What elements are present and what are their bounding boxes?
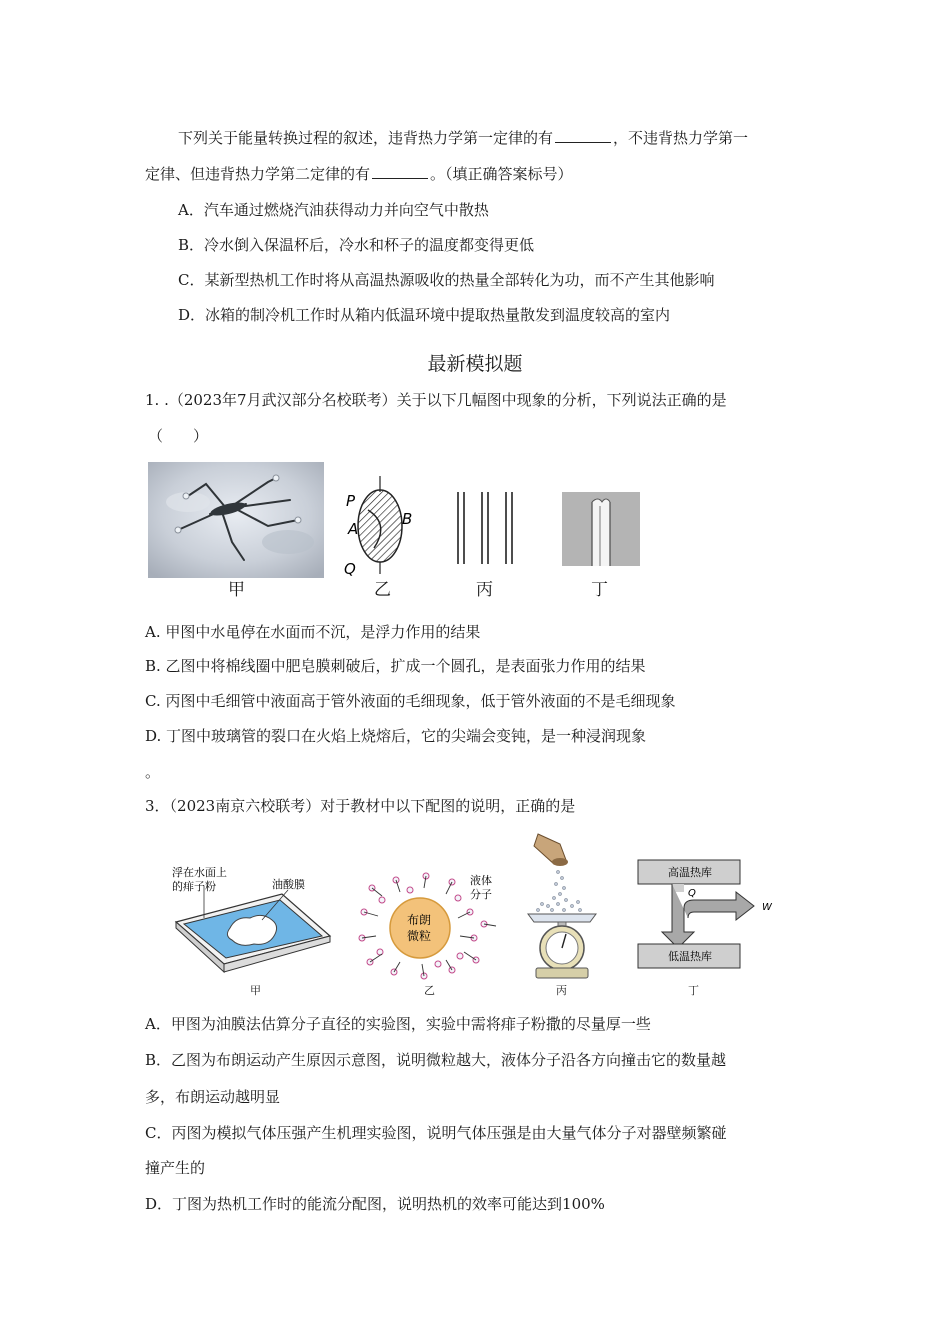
intro-text-2b: 。（填正确答案标号） bbox=[430, 165, 573, 183]
q3-option-b-cont: 多，布朗运动越明显 bbox=[145, 1088, 281, 1106]
q1-trailing-mark: 。 bbox=[145, 763, 161, 781]
fig2-label-liquid-1: 液体 bbox=[470, 874, 492, 887]
intro-line-2 bbox=[145, 164, 573, 184]
intro-option-c: C．某新型热机工作时将从高温热源吸收的热量全部转化为功，而不产生其他影响 bbox=[178, 271, 715, 289]
intro-text-1b: ，不违背热力学第一 bbox=[613, 129, 749, 147]
q1-caption-bing: 丙 bbox=[476, 580, 493, 600]
label-b: B bbox=[402, 510, 413, 528]
intro-text-1a: 下列关于能量转换过程的叙述，违背热力学第一定律的有 bbox=[178, 129, 554, 147]
fig2-label-particle-2: 微粒 bbox=[407, 929, 432, 943]
q3-option-c-cont: 撞产生的 bbox=[145, 1159, 206, 1177]
q1-option-a: A. 甲图中水黾停在水面而不沉，是浮力作用的结果 bbox=[145, 623, 481, 641]
q1-paren: （ ） bbox=[148, 427, 209, 445]
section-title: 最新模拟题 bbox=[427, 353, 523, 375]
q1-caption-yi: 乙 bbox=[374, 580, 391, 600]
q1-option-b: B. 乙图中将棉线圈中肥皂膜刺破后，扩成一个圆孔，是表面张力作用的结果 bbox=[145, 657, 646, 675]
q3-caption-ding: 丁 bbox=[688, 984, 699, 997]
q1-caption-jia: 甲 bbox=[228, 580, 245, 600]
fig4-label-w: W bbox=[762, 902, 772, 913]
answer-blank-2[interactable] bbox=[372, 164, 428, 179]
label-p: P bbox=[346, 492, 356, 510]
fig4-label-hot: 高温热库 bbox=[668, 866, 712, 879]
q3-caption-yi: 乙 bbox=[424, 984, 435, 997]
capillary-tubes-diagram bbox=[450, 490, 520, 570]
fig1-label-float-2: 的痱子粉 bbox=[172, 880, 216, 893]
scale-pressure-experiment bbox=[520, 830, 610, 982]
water-strider-photo bbox=[148, 462, 324, 578]
q3-option-a: A．甲图为油膜法估算分子直径的实验图，实验中需将痱子粉撒的尽量厚一些 bbox=[145, 1015, 651, 1033]
q3-option-c: C．丙图为模拟气体压强产生机理实验图，说明气体压强是由大量气体分子对器壁频繁碰 bbox=[145, 1124, 727, 1142]
intro-text-2a: 定律、但违背热力学第二定律的有 bbox=[145, 165, 371, 183]
heat-engine-flow-diagram bbox=[632, 856, 792, 974]
q3-caption-jia: 甲 bbox=[250, 984, 261, 997]
q3-option-b: B．乙图为布朗运动产生原因示意图，说明微粒越大，液体分子沿各方向撞击它的数量越 bbox=[145, 1051, 727, 1069]
q3-caption-bing: 丙 bbox=[556, 984, 567, 997]
label-a: A bbox=[348, 520, 359, 538]
fig2-label-liquid-2: 分子 bbox=[470, 888, 492, 901]
fig1-label-float-1: 浮在水面上 bbox=[172, 866, 227, 879]
q3-stem: 3．（2023南京六校联考）对于教材中以下配图的说明，正确的是 bbox=[145, 797, 576, 815]
fig4-label-cold: 低温热库 bbox=[668, 950, 712, 963]
q1-option-d: D. 丁图中玻璃管的裂口在火焰上烧熔后，它的尖端会变钝，是一种浸润现象 bbox=[145, 727, 647, 745]
q1-option-c: C. 丙图中毛细管中液面高于管外液面的毛细现象，低于管外液面的不是毛细现象 bbox=[145, 692, 676, 710]
q1-caption-ding: 丁 bbox=[591, 580, 608, 600]
q1-stem: 1. .（2023年7月武汉部分名校联考）关于以下几幅图中现象的分析，下列说法正确的是 bbox=[145, 391, 727, 409]
fig2-label-particle-1: 布朗 bbox=[407, 913, 432, 927]
soap-film-ring-diagram bbox=[340, 470, 420, 582]
intro-line-1 bbox=[178, 128, 748, 148]
q3-option-d: D．丁图为热机工作时的能流分配图，说明热机的效率可能达到100% bbox=[145, 1195, 605, 1213]
label-q: Q bbox=[344, 560, 356, 578]
brownian-particle-diagram bbox=[352, 866, 502, 982]
answer-blank-1[interactable] bbox=[555, 128, 611, 143]
oil-film-tray-diagram bbox=[170, 866, 340, 978]
intro-option-a: A．汽车通过燃烧汽油获得动力并向空气中散热 bbox=[178, 201, 489, 219]
fig1-label-oil-film: 油酸膜 bbox=[272, 878, 305, 891]
intro-option-d: D．冰箱的制冷机工作时从箱内低温环境中提取热量散发到温度较高的室内 bbox=[178, 306, 671, 324]
fig4-label-q: Q bbox=[688, 888, 696, 899]
glass-tube-photo bbox=[562, 492, 640, 566]
intro-option-b: B．冷水倒入保温杯后，冷水和杯子的温度都变得更低 bbox=[178, 236, 535, 254]
